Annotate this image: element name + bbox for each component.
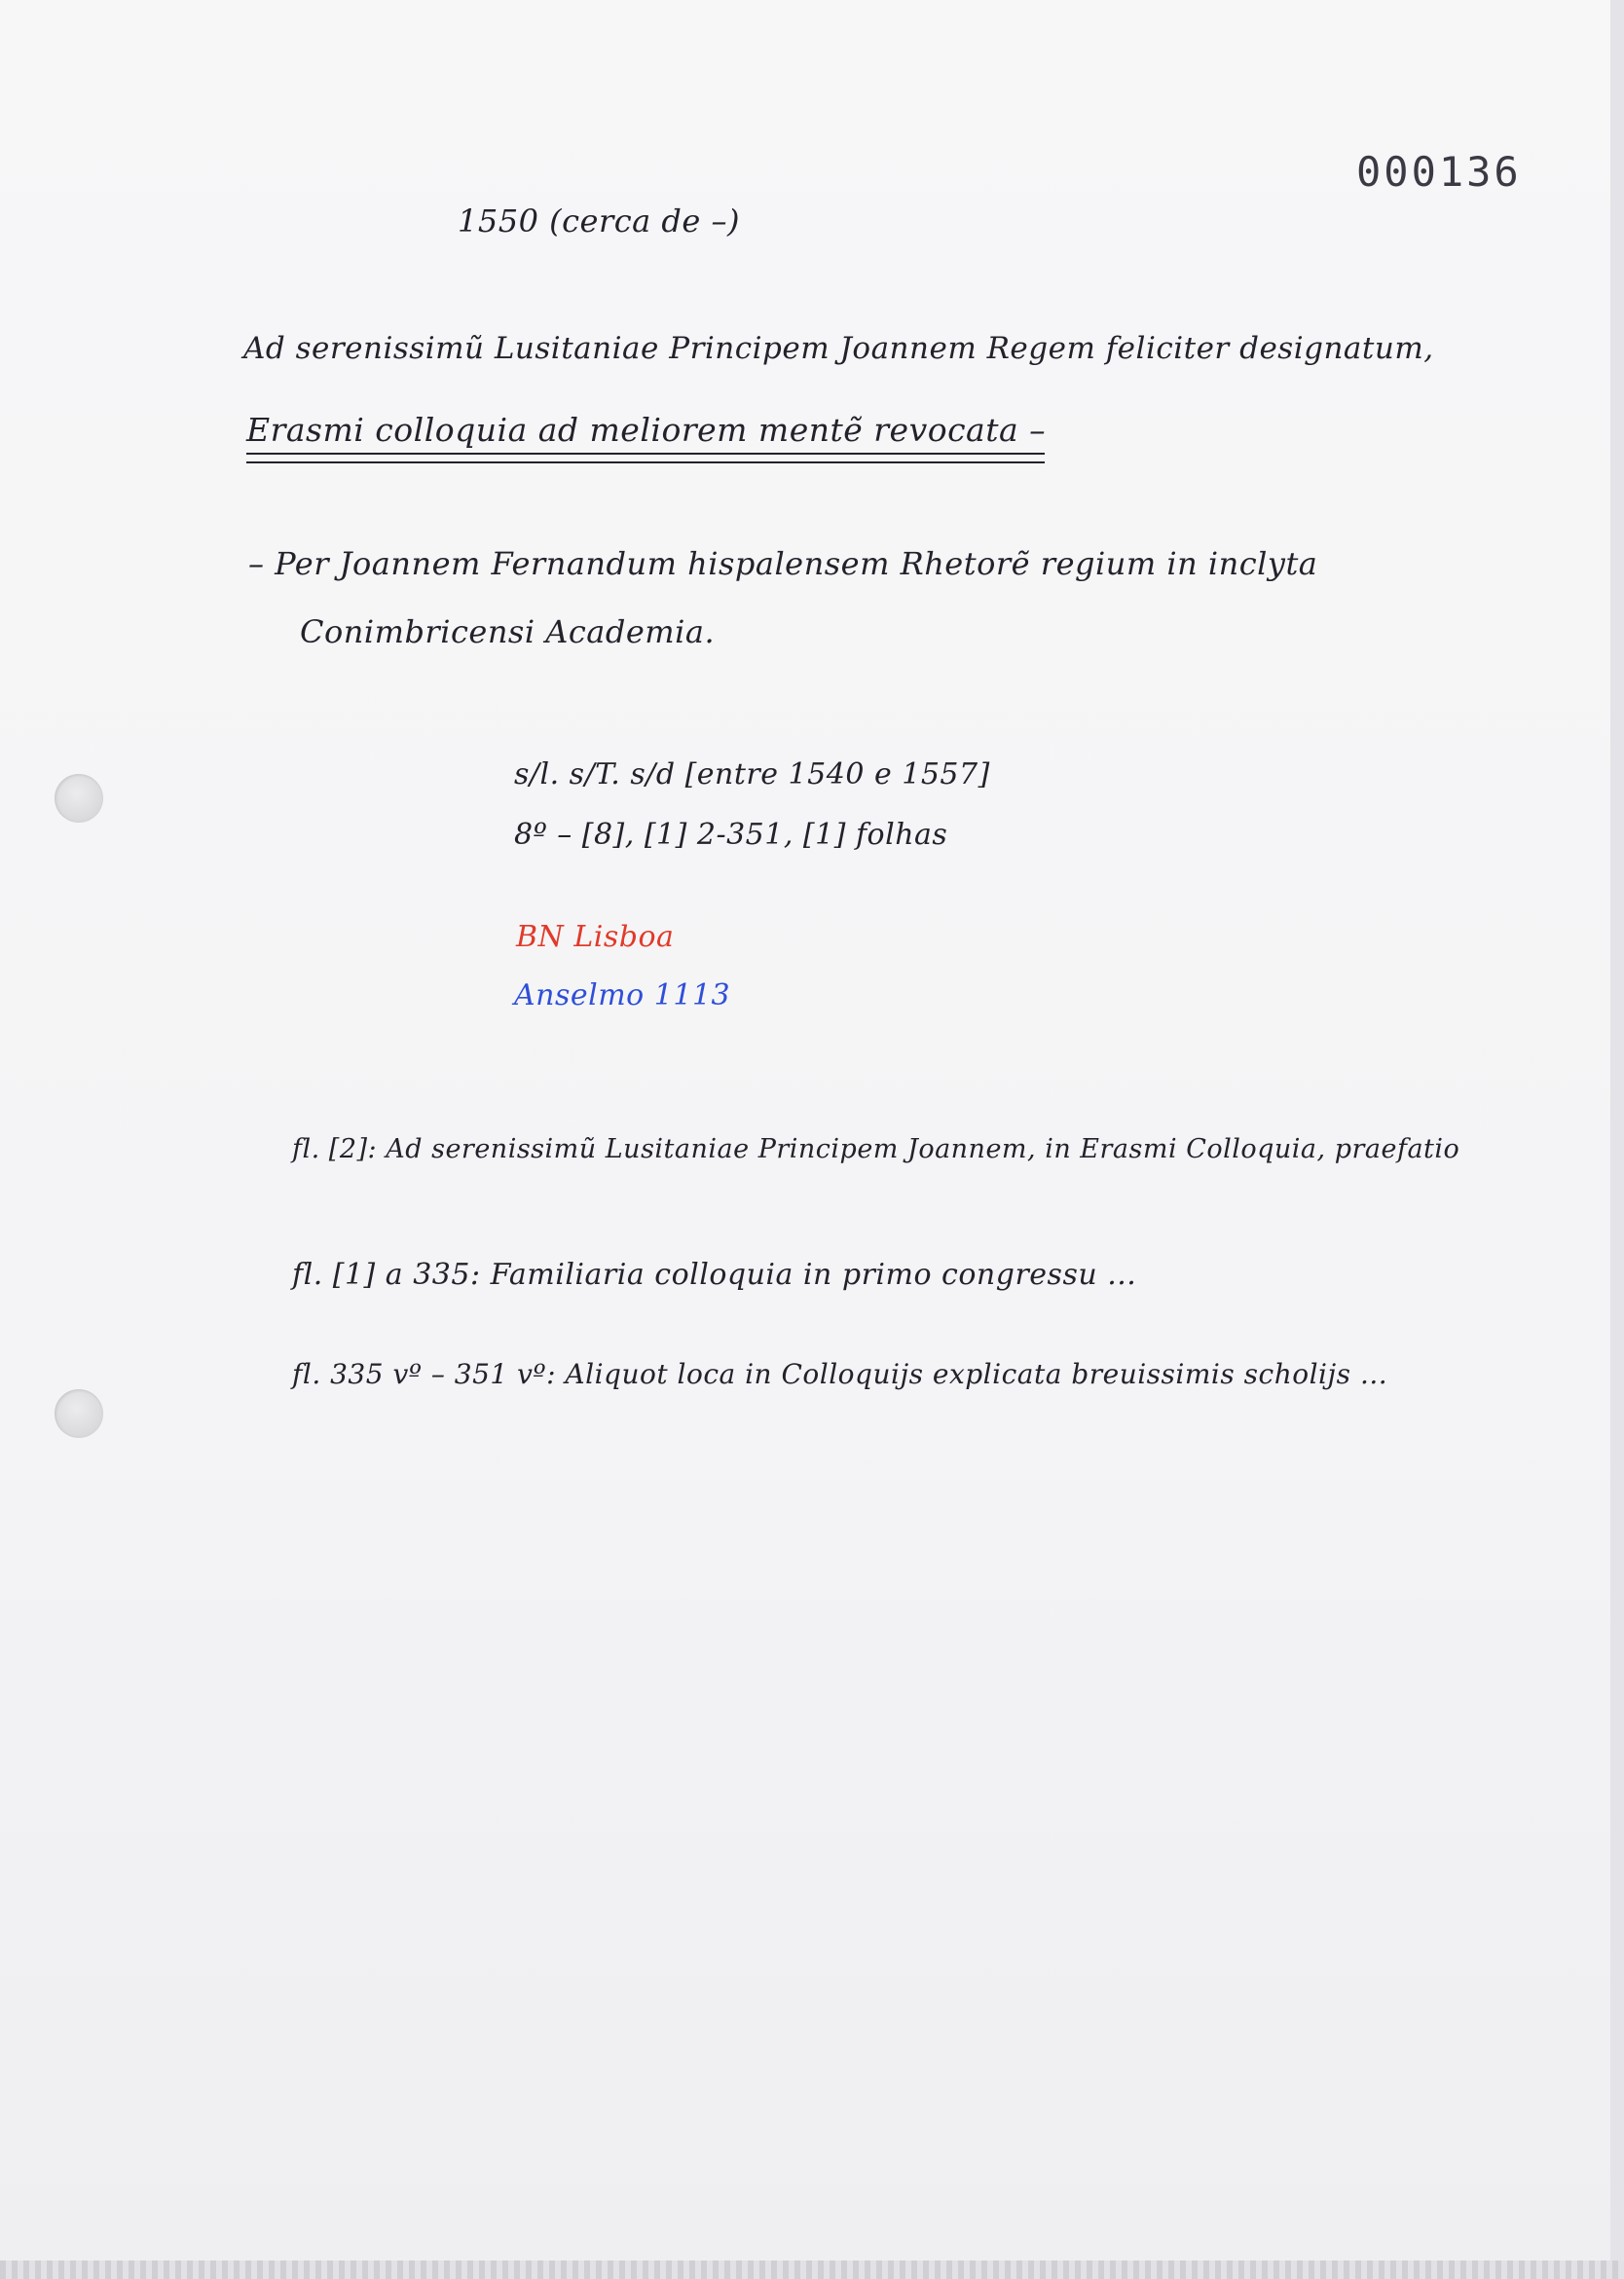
punch-hole-top (55, 774, 103, 823)
title-line-1: Ad serenissimũ Lusitaniae Principem Joannem Regem feliciter designatum, (243, 331, 1434, 366)
contents-entry-3: fl. 335 vº – 351 vº: Aliquot loca in Colloquijs explicata breuissimis scholijs ... (292, 1358, 1388, 1390)
author-line-1: – Per Joannem Fernandum hispalensem Rhetorẽ regium in inclyta (248, 545, 1318, 582)
contents-entry-2: fl. [1] a 335: Familiaria colloquia in primo congressu ... (292, 1258, 1137, 1292)
author-line-2: Conimbricensi Academia. (300, 613, 716, 650)
date-line: 1550 (cerca de –) (458, 202, 740, 239)
imprint-line-2: 8º – [8], [1] 2-351, [1] folhas (514, 818, 948, 852)
page-edge-right (1610, 0, 1624, 2279)
holding-reference: Anselmo 1113 (514, 978, 731, 1012)
contents-entry-1: fl. [2]: Ad serenissimũ Lusitaniae Principem Joannem, in Erasmi Colloquia, praefatio (292, 1134, 1460, 1164)
page-edge-bottom (0, 2261, 1624, 2279)
imprint-line-1: s/l. s/T. s/d [entre 1540 e 1557] (514, 757, 990, 791)
stamp-number: 000136 (1356, 148, 1522, 196)
holding-library: BN Lisboa (516, 920, 675, 954)
punch-hole-bottom (55, 1389, 103, 1438)
title-double-underline (246, 453, 1045, 463)
title-line-2: Erasmi colloquia ad meliorem mentẽ revocata – (246, 411, 1047, 449)
